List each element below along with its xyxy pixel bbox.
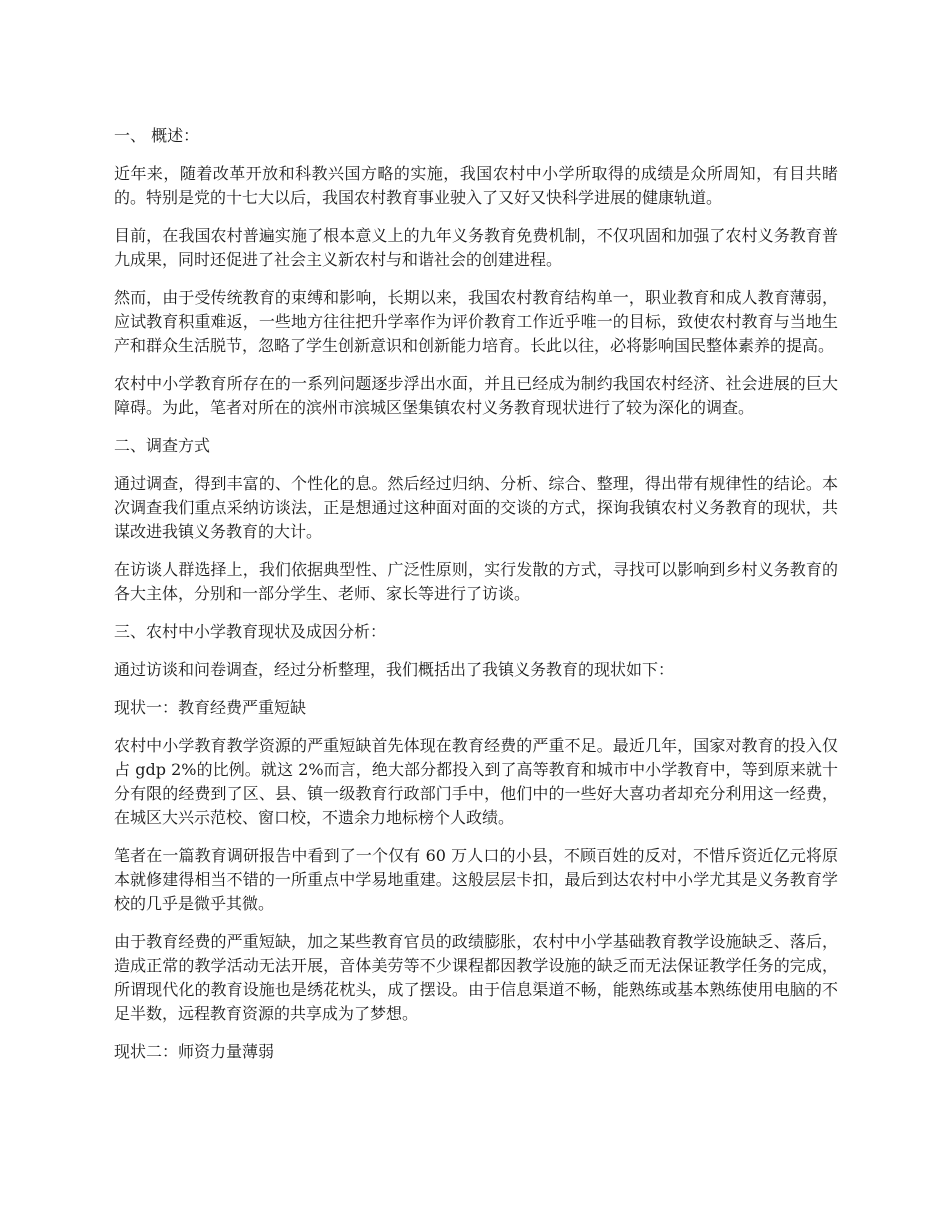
paragraph-status-summary: 通过访谈和问卷调查，经过分析整理，我们概括出了我镇义务教育的现状如下： xyxy=(114,660,675,679)
section-heading-survey-method: 二、调查方式 xyxy=(114,436,211,455)
paragraph-interview-method: 通过调查，得到丰富的、个性化的息。然后经过归纳、分析、综合、整理，得出带有规律性的结论。本次调查我们重点采纳访谈法，正是想通过这种面对面的交谈的方式，探询我镇农村义务教育的现状，共谋改进我镇义务教育的大计。 xyxy=(114,474,838,541)
section-heading-status-analysis: 三、农村中小学教育现状及成因分析： xyxy=(114,622,387,641)
document-page xyxy=(114,124,838,1078)
paragraph-traditional-constraints: 然而，由于受传统教育的束缚和影响，长期以来，我国农村教育结构单一，职业教育和成人教育薄弱，应试教育积重难返，一些地方往往把升学率作为评价教育工作近乎唯一的目标，致使农村教育与当地生产和群众生活脱节，忽略了学生创新意识和创新能力培育。长此以往，必将影响国民整体素养的提高。 xyxy=(114,288,838,355)
section-heading-overview: 一、 概述： xyxy=(114,126,200,145)
paragraph-problems-emerging: 农村中小学教育所存在的一系列问题逐步浮出水面，并且已经成为制约我国农村经济、社会进展的巨大障碍。为此，笔者对所在的滨州市滨城区堡集镇农村义务教育现状进行了较为深化的调查。 xyxy=(114,374,838,417)
subheading-funding-shortage: 现状一：教育经费严重短缺 xyxy=(114,698,307,717)
paragraph-funding-gdp: 农村中小学教育教学资源的严重短缺首先体现在教育经费的严重不足。最近几年，国家对教育的投入仅占 gdp 2%的比例。就这 2%而言，绝大部分都投入到了高等教育和城市中小学教育中，等到原来就十分有限的经费到了区、县、镇一级教育行政部门手中，他们中的一些好大喜功者却充分利用这一经费，在城区大兴示范校、窗口校，不遗余力地标榜个人政绩。 xyxy=(114,736,838,827)
paragraph-interviewee-selection: 在访谈人群选择上，我们依据典型性、广泛性原则，实行发散的方式，寻找可以影响到乡村义务教育的各大主体，分别和一部分学生、老师、家长等进行了访谈。 xyxy=(114,560,838,603)
paragraph-facilities-lacking: 由于教育经费的严重短缺，加之某些教育官员的政绩膨胀，农村中小学基础教育教学设施缺乏、落后，造成正常的教学活动无法开展，音体美劳等不少课程都因教学设施的缺乏而无法保证教学任务的完成，所谓现代化的教育设施也是绣花枕头，成了摆设。由于信息渠道不畅，能熟练或基本熟练使用电脑的不足半数，远程教育资源的共享成为了梦想。 xyxy=(114,932,838,1023)
paragraph-county-example: 笔者在一篇教育调研报告中看到了一个仅有 60 万人口的小县，不顾百姓的反对，不惜斥资近亿元将原本就修建得相当不错的一所重点中学易地重建。这般层层卡扣，最后到达农村中小学尤其是义务教育学校的几乎是微乎其微。 xyxy=(114,846,838,913)
subheading-weak-teachers: 现状二：师资力量薄弱 xyxy=(114,1042,275,1061)
paragraph-intro-achievements: 近年来，随着改革开放和科教兴国方略的实施，我国农村中小学所取得的成绩是众所周知，有目共睹的。特别是党的十七大以后，我国农村教育事业驶入了又好又快科学进展的健康轨道。 xyxy=(114,164,838,207)
paragraph-free-compulsory-education: 目前，在我国农村普遍实施了根本意义上的九年义务教育免费机制，不仅巩固和加强了农村义务教育普九成果，同时还促进了社会主义新农村与和谐社会的创建进程。 xyxy=(114,226,838,269)
